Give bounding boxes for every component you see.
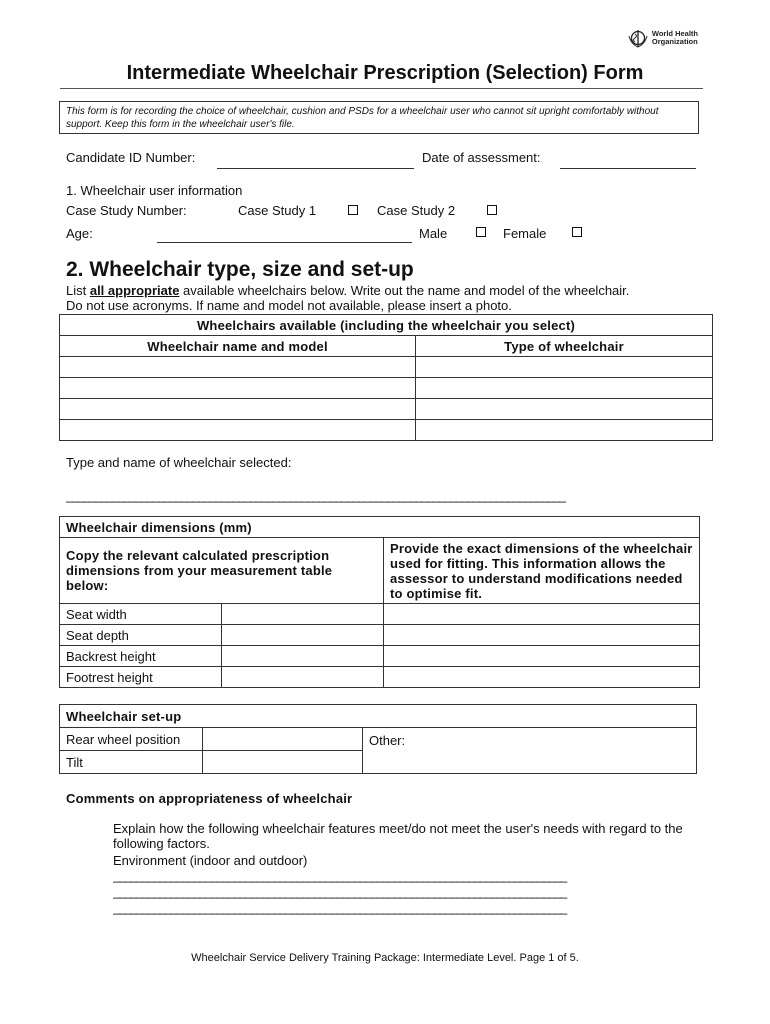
selected-wheelchair-label: Type and name of wheelchair selected: (66, 455, 292, 470)
dim-row-label: Backrest height (60, 646, 222, 667)
setup-other-cell[interactable]: Other: (363, 728, 697, 774)
dim-row-label: Seat depth (60, 625, 222, 646)
dim-row-label: Seat width (60, 604, 222, 625)
setup-title: Wheelchair set-up (60, 705, 697, 728)
who-logo-text: World Health Organization (651, 29, 698, 46)
dim-actual-cell[interactable] (384, 667, 700, 688)
age-label: Age: (66, 226, 93, 241)
page-title: Intermediate Wheelchair Prescription (Selection) Form (126, 62, 644, 84)
setup-row-label: Rear wheel position (60, 728, 203, 751)
comments-explain: Explain how the following wheelchair features meet/do not meet the user's needs with regard to the following factors. (113, 821, 683, 851)
candidate-id-label: Candidate ID Number: (66, 150, 196, 165)
wheelchairs-table (59, 314, 713, 441)
dim-calc-cell[interactable] (221, 625, 384, 646)
who-emblem-icon (627, 28, 649, 48)
dim-row-label: Footrest height (60, 667, 222, 688)
table-cell[interactable] (60, 399, 416, 420)
female-checkbox[interactable] (572, 227, 582, 237)
setup-value-cell[interactable] (203, 728, 363, 751)
case-study-1-label: Case Study 1 (238, 203, 317, 218)
table-cell[interactable] (416, 420, 713, 441)
setup-value-cell[interactable] (203, 751, 363, 774)
table-cell[interactable] (60, 420, 416, 441)
section2-instructions: List all appropriate available wheelchairs below. Write out the name and model of the wheelchair. Do not use acronyms. If name and model not available, please insert a photo. (66, 283, 630, 313)
comment-line[interactable]: _______________________________________________________________________________ (113, 900, 566, 915)
intro-box: This form is for recording the choice of wheelchair, cushion and PSDs for a wheelchair user who cannot sit upright comfortably without support. Keep this form in the wheelchair user's file. (59, 101, 699, 134)
section2-heading: 2. Wheelchair type, size and set-up (66, 258, 414, 281)
table-cell[interactable] (416, 357, 713, 378)
section1-heading: 1. Wheelchair user information (66, 183, 243, 198)
age-field[interactable] (157, 242, 412, 243)
case-study-2-checkbox[interactable] (487, 205, 497, 215)
col-type: Type of wheelchair (416, 336, 713, 357)
female-label: Female (503, 226, 547, 241)
case-study-2-label: Case Study 2 (377, 203, 456, 218)
comments-title: Comments on appropriateness of wheelchair (66, 791, 353, 806)
who-logo (627, 28, 698, 48)
comment-line[interactable]: _______________________________________________________________________________ (113, 884, 566, 899)
dim-calc-cell[interactable] (221, 604, 384, 625)
dimensions-table (59, 516, 700, 688)
setup-table (59, 704, 697, 774)
table-cell[interactable] (416, 378, 713, 399)
comment-line[interactable]: _______________________________________________________________________________ (113, 868, 566, 883)
dim-calc-cell[interactable] (221, 667, 384, 688)
dim-calc-cell[interactable] (221, 646, 384, 667)
environment-label: Environment (indoor and outdoor) (113, 853, 308, 868)
table-cell[interactable] (416, 399, 713, 420)
dimensions-left-header: Copy the relevant calculated prescription dimensions from your measurement table below: (60, 538, 384, 604)
dimensions-right-header: Provide the exact dimensions of the wheelchair used for fitting. This information allows the assessor to understand modifications needed to optimise fit. (384, 538, 700, 604)
title-divider (60, 88, 703, 89)
dimensions-title: Wheelchair dimensions (mm) (60, 517, 700, 538)
date-label: Date of assessment: (422, 150, 541, 165)
dim-actual-cell[interactable] (384, 625, 700, 646)
wheelchairs-table-title: Wheelchairs available (including the wheelchair you select) (60, 315, 713, 336)
table-cell[interactable] (60, 378, 416, 399)
case-study-label: Case Study Number: (66, 203, 187, 218)
dim-actual-cell[interactable] (384, 646, 700, 667)
date-field[interactable] (560, 168, 696, 169)
col-name-model: Wheelchair name and model (60, 336, 416, 357)
male-checkbox[interactable] (476, 227, 486, 237)
male-label: Male (419, 226, 448, 241)
selected-wheelchair-line[interactable]: _______________________________________________________________________________________ (66, 488, 565, 503)
setup-row-label: Tilt (60, 751, 203, 774)
dim-actual-cell[interactable] (384, 604, 700, 625)
page-footer: Wheelchair Service Delivery Training Package: Intermediate Level. Page 1 of 5. (191, 952, 579, 964)
table-cell[interactable] (60, 357, 416, 378)
candidate-id-field[interactable] (217, 168, 414, 169)
case-study-1-checkbox[interactable] (348, 205, 358, 215)
